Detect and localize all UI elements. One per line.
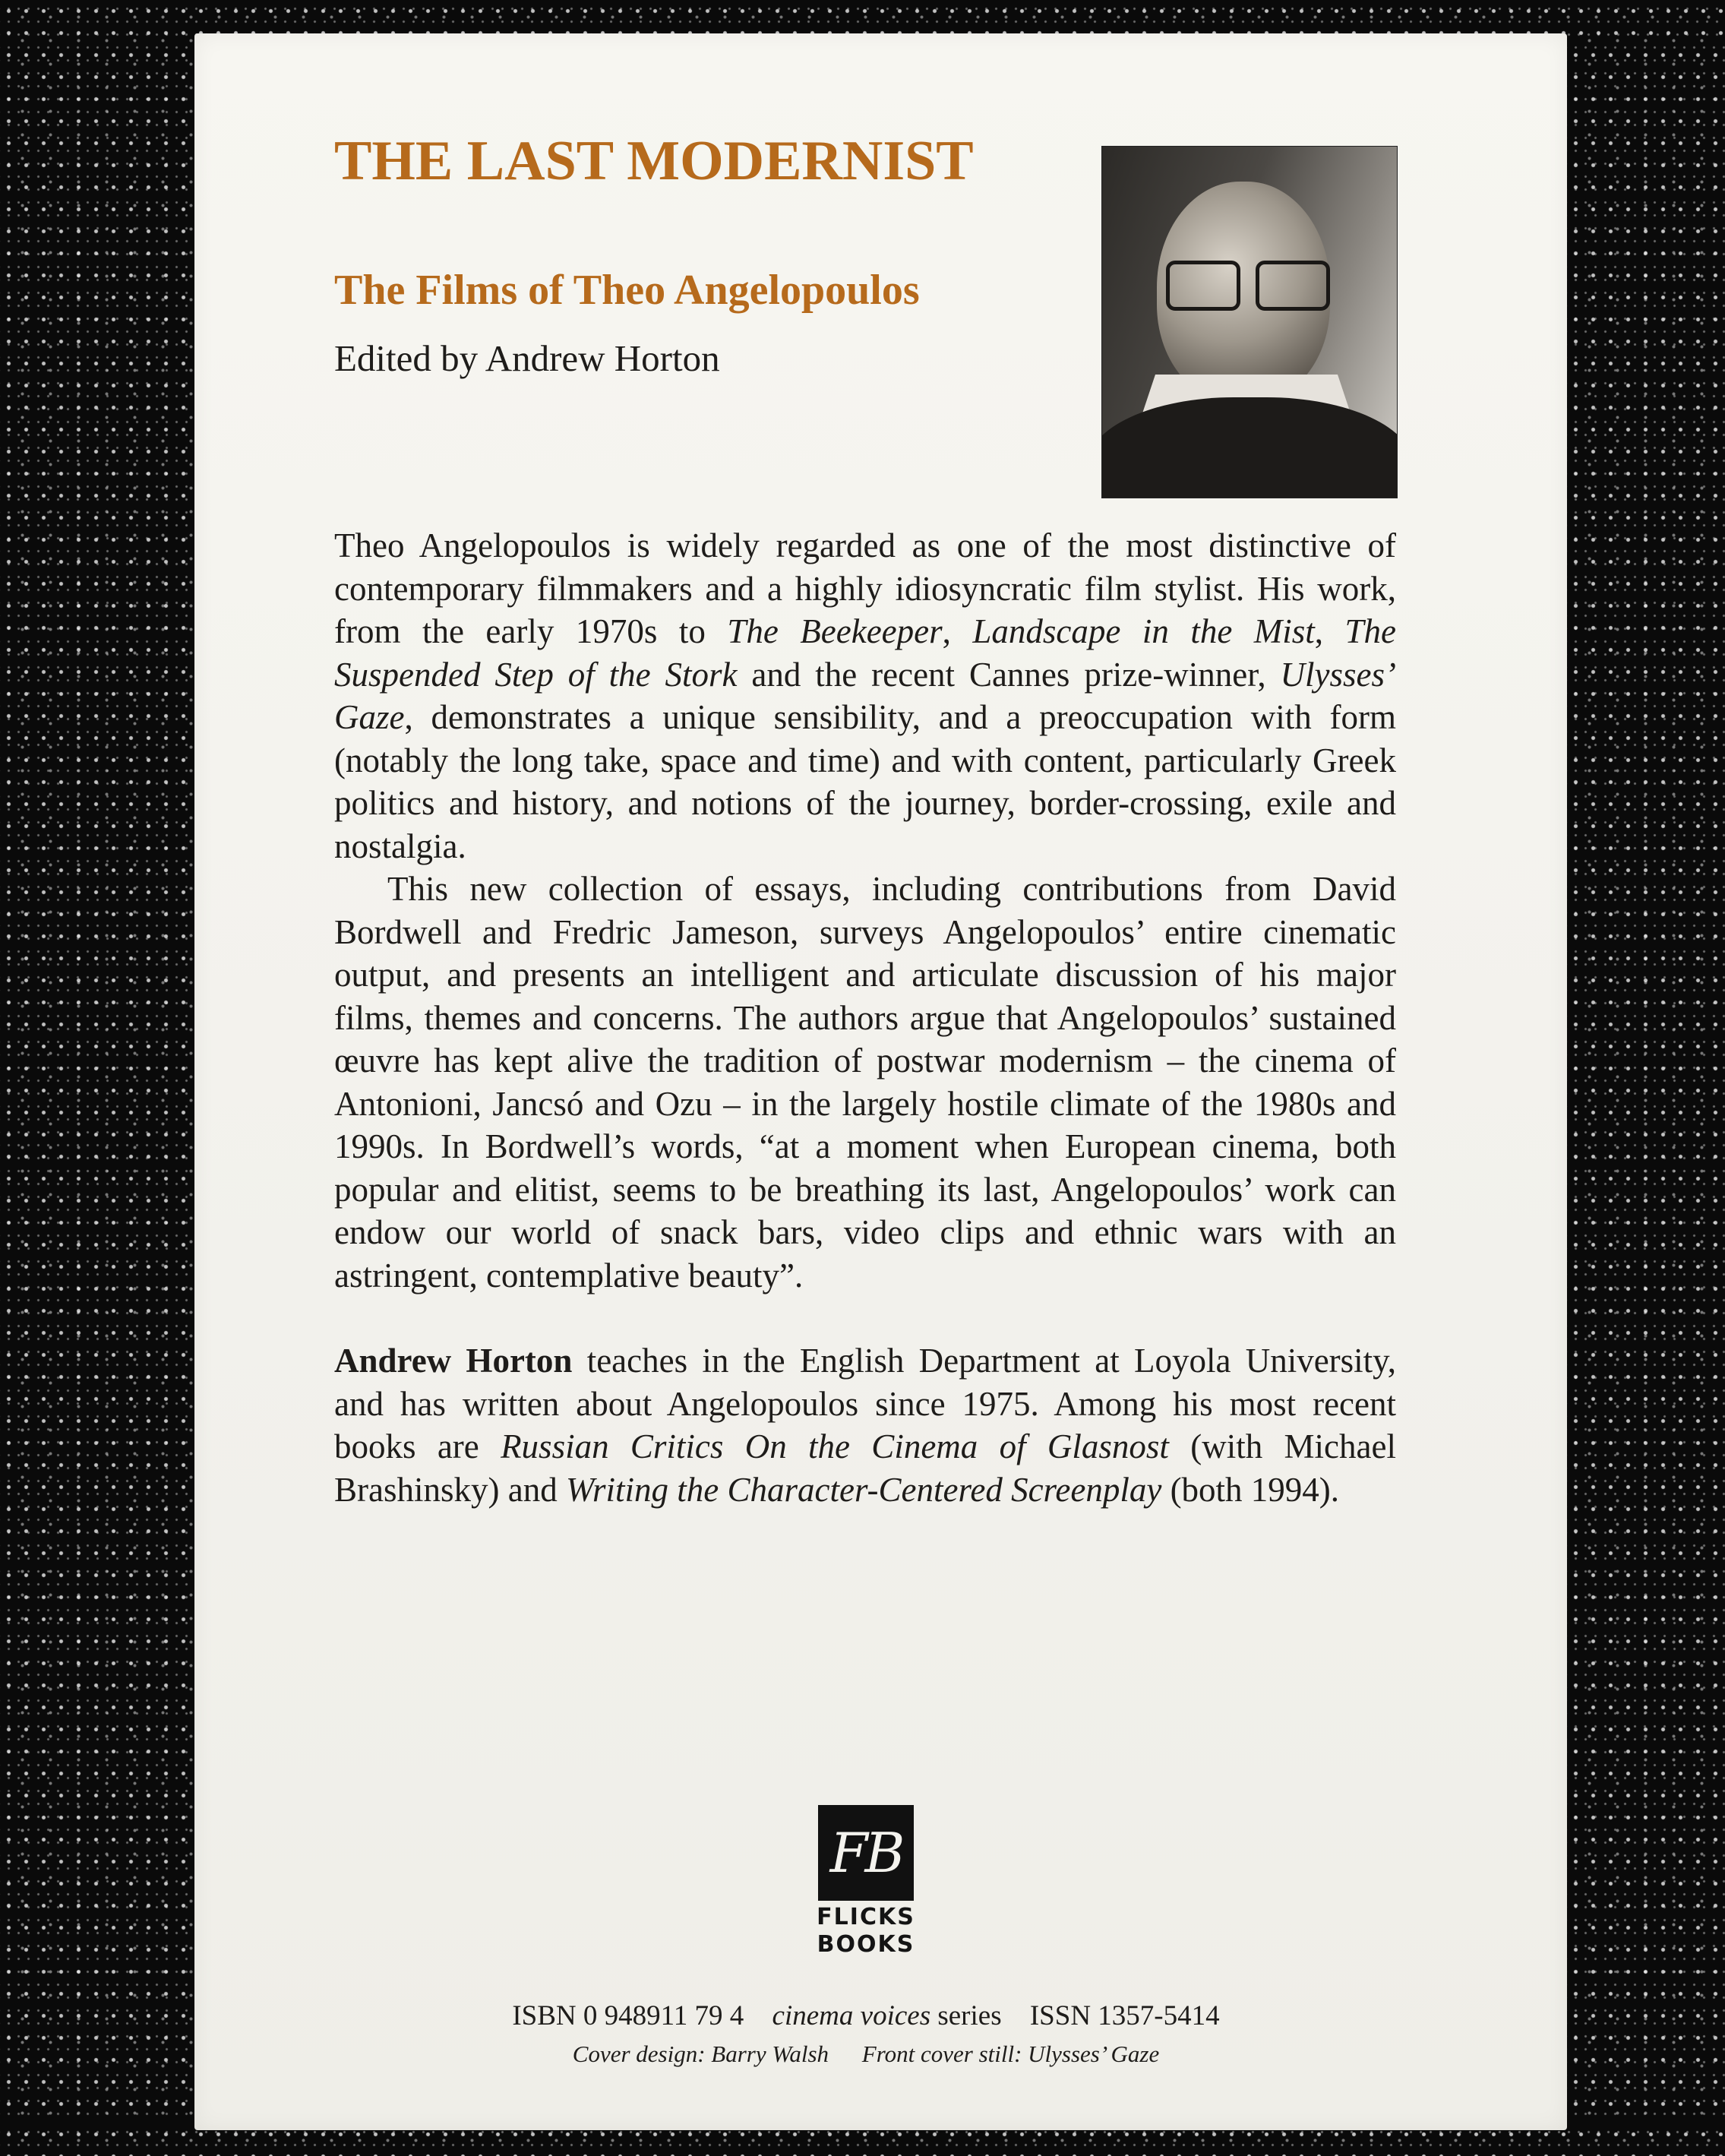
film-title: Ulysses’ Gaze: [334, 655, 1397, 736]
book-editor: Edited by Andrew Horton: [334, 337, 720, 379]
photo-coat: [1101, 397, 1398, 498]
author-photo: [1101, 146, 1398, 498]
book-title: THE LAST MODERNIST: [334, 130, 974, 192]
isbn: ISBN 0 948911 79 4: [512, 2000, 744, 2031]
isbn-line: [197, 2000, 1534, 2032]
film-title: The Beekeeper: [727, 612, 943, 650]
blurb: [334, 524, 1396, 1511]
publisher-name: FLICKS BOOKS: [817, 1904, 915, 1958]
background-top: [0, 0, 1725, 36]
credits-line: [197, 2041, 1534, 2068]
issn: ISSN 1357-5414: [1029, 2000, 1220, 2031]
film-title: Landscape in the Mist: [972, 612, 1315, 650]
film-title: The Suspended Step of the Stork: [334, 612, 1397, 694]
author-name: Andrew Horton: [334, 1342, 573, 1380]
background-right: [1567, 0, 1725, 2156]
book-subtitle: The Films of Theo Angelopoulos: [334, 267, 920, 314]
background-left: [0, 0, 194, 2156]
author-bio: Andrew Horton teaches in the English Department at Loyola University, and has written about Angelopoulos since 1975. Among his most recent books are Russian Critics On the Cinema of Glasnost (with Michael Brashinsky) and Writing the Character-Centered Screenplay (both 1994).: [334, 1342, 1397, 1509]
photo-glasses: [1163, 261, 1338, 306]
cover-still-credit: Front cover still: Ulysses’ Gaze: [861, 2041, 1160, 2067]
book-reference: Writing the Character-Centered Screenplay: [565, 1470, 1162, 1509]
book-reference: Russian Critics On the Cinema of Glasnost: [501, 1427, 1169, 1465]
cover-design-credit: Cover design: Barry Walsh: [572, 2041, 829, 2067]
series-name: cinema voices series: [772, 2000, 1002, 2031]
publisher-logo-icon: FB: [818, 1805, 914, 1901]
blurb-paragraph-1: Theo Angelopoulos is widely regarded as one of the most distinctive of contemporary filmmakers and a highly idiosyncratic film stylist. His work, from the early 1970s to The Beekeeper, Landscape in the Mist, The Suspended Step of the Stork and the recent Cannes prize-winner, Ulysses’ Gaze, demonstrates a unique sensibility, and a preoccupation with form (notably the long take, space and time) and with content, particularly Greek politics and history, and notions of the journey, border-crossing, exile and nostalgia.: [334, 526, 1397, 865]
blurb-paragraph-2: This new collection of essays, including contributions from David Bordwell and Fredric Jameson, surveys Angelopoulos’ entire cinematic output, and presents an intelligent and articulate discussion of his major films, themes and concerns. The authors argue that Angelopoulos’ sustained œuvre has kept alive the tradition of postwar modernism – the cinema of Antonioni, Jancsó and Ozu – in the largely hostile climate of the 1980s and 1990s. In Bordwell’s words, “at a moment when European cinema, both popular and elitist, seems to be breathing its last, Angelopoulos’ work can endow our world of snack bars, video clips and ethnic wars with an astringent, contemplative beauty”.: [334, 870, 1396, 1295]
